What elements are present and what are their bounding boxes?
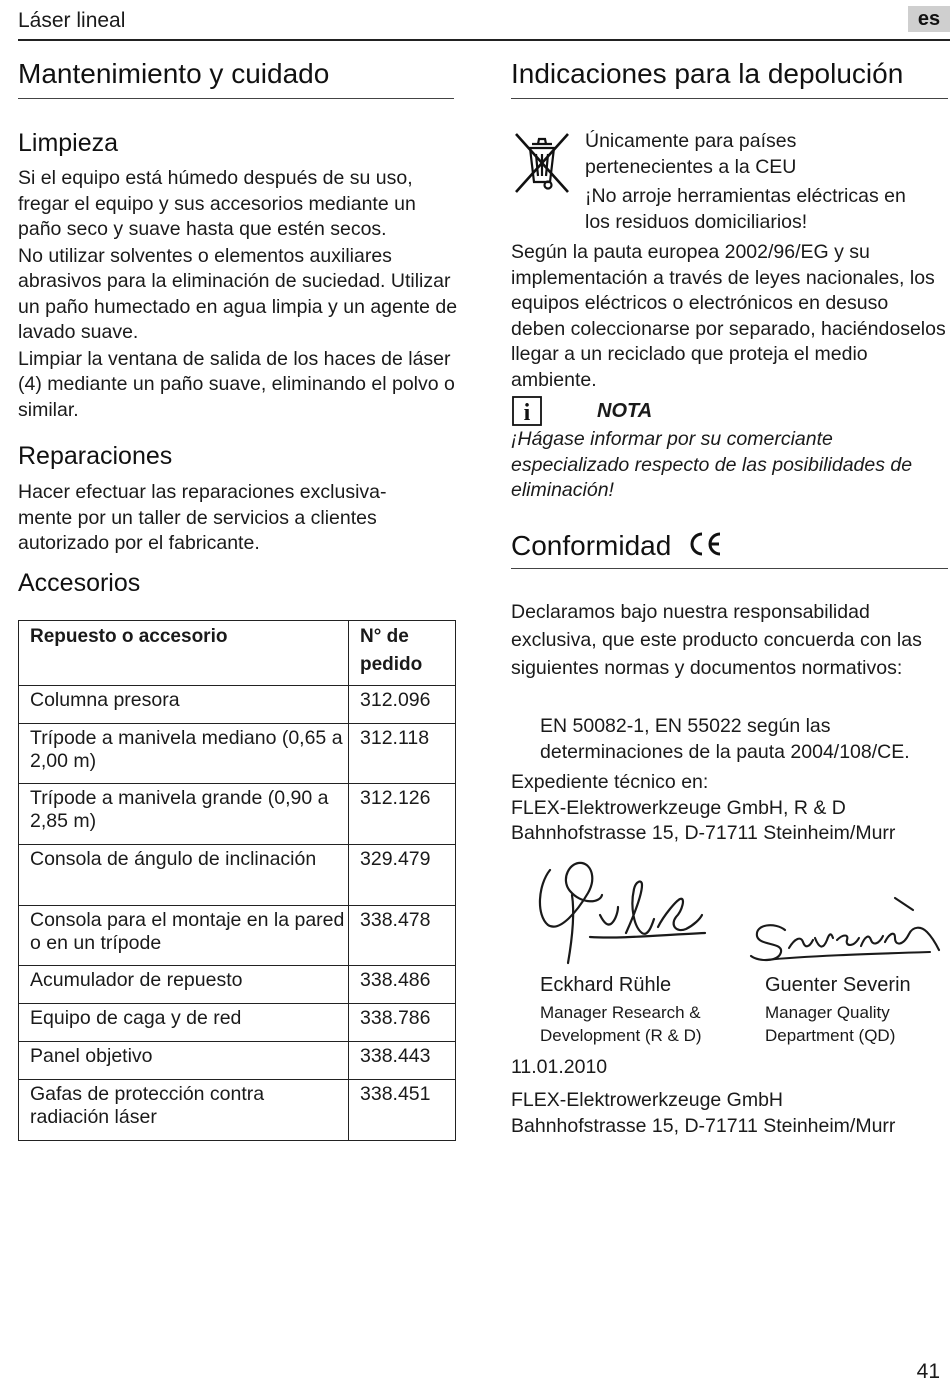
order-number-cell: 338.486 bbox=[349, 966, 456, 1004]
header-rule bbox=[18, 39, 950, 41]
maintenance-heading: Mantenimiento y cuidado bbox=[18, 58, 330, 89]
crossed-out-wheelie-bin-icon bbox=[512, 130, 572, 196]
column-header-order: N° de pedido bbox=[349, 621, 456, 686]
technical-file-label: Expediente técnico en: bbox=[511, 771, 709, 793]
table-row bbox=[19, 1080, 456, 1141]
part-cell: Acumulador de repuesto bbox=[19, 966, 349, 1004]
disposal-heading-rule bbox=[511, 98, 948, 99]
maintenance-heading-rule bbox=[18, 98, 454, 99]
svg-text:i: i bbox=[523, 400, 531, 426]
conformity-standards: EN 50082-1, EN 55022 según las determinaciones de la pauta 2004/108/CE. bbox=[540, 715, 910, 763]
signer-1-role-line-2: Development (R & D) bbox=[540, 1026, 702, 1045]
table-row bbox=[19, 845, 456, 906]
running-header: Láser lineal bbox=[18, 9, 126, 32]
order-number-cell: 312.096 bbox=[349, 686, 456, 724]
company-block bbox=[511, 1088, 948, 1139]
signer-2-role-line-2: Department (QD) bbox=[765, 1026, 896, 1045]
part-cell: Consola para el montaje en la pared o en un trípode bbox=[19, 906, 349, 966]
table-row bbox=[19, 1042, 456, 1080]
table-row bbox=[19, 686, 456, 724]
technical-file-company: FLEX-Elektrowerkzeuge GmbH, R & D bbox=[511, 796, 846, 819]
table-header-row bbox=[19, 621, 456, 686]
order-number-cell: 312.118 bbox=[349, 724, 456, 784]
cleaning-title: Limpieza bbox=[18, 129, 119, 157]
table-row bbox=[19, 724, 456, 784]
cleaning-section bbox=[18, 166, 458, 423]
signer-2-role-line-1: Manager Quality bbox=[765, 1003, 890, 1022]
cleaning-paragraph-3: Limpiar la ventana de salida de los haces de láser (4) mediante un paño suave, eliminando el polvo o similar. bbox=[18, 347, 455, 421]
ce-mark-icon bbox=[687, 531, 723, 564]
company-name: FLEX-Elektrowerkzeuge GmbH bbox=[511, 1089, 784, 1111]
language-badge: es bbox=[908, 6, 950, 32]
accessories-title: Accesorios bbox=[18, 569, 141, 597]
eu-only-notice: Únicamente para países pertenecientes a la CEU bbox=[585, 130, 797, 178]
column-header-part: Repuesto o accesorio bbox=[19, 621, 349, 686]
accessories-table bbox=[18, 620, 456, 1141]
cleaning-paragraph-2: No utilizar solventes o elementos auxiliares abrasivos para la eliminación de suciedad. Utilizar un paño humectado en agua limpia y un agente de lavado suave. bbox=[18, 244, 458, 343]
declaration-date: 11.01.2010 bbox=[511, 1056, 608, 1078]
order-number-cell: 338.786 bbox=[349, 1004, 456, 1042]
part-cell: Trípode a manivela mediano (0,65 a 2,00 m) bbox=[19, 724, 349, 784]
conformity-declaration: Declaramos bajo nuestra responsabilidad exclusiva, que este producto concuerda con las siguientes normas y documentos normativos: bbox=[511, 601, 922, 679]
part-cell: Trípode a manivela grande (0,90 a 2,85 m) bbox=[19, 784, 349, 845]
order-number-cell: 338.443 bbox=[349, 1042, 456, 1080]
part-cell: Gafas de protección contra radiación láser bbox=[19, 1080, 349, 1141]
order-number-cell: 312.126 bbox=[349, 784, 456, 845]
part-cell: Consola de ángulo de inclinación bbox=[19, 845, 349, 906]
cleaning-paragraph-1: Si el equipo está húmedo después de su uso, fregar el equipo y sus accesorios mediante un paño seco y suave hasta que estén secos. bbox=[18, 167, 416, 240]
signature-severin bbox=[745, 890, 945, 970]
part-cell: Columna presora bbox=[19, 686, 349, 724]
disposal-body: Según la pauta europea 2002/96/EG y su implementación a través de leyes nacionales, los equipos eléctricos o electrónicos en desuso deben coleccionarse por separado, haciéndoselos llegar a un reciclado que proteja el medio ambiente. bbox=[511, 241, 946, 391]
order-number-cell: 329.479 bbox=[349, 845, 456, 906]
repairs-title: Reparaciones bbox=[18, 442, 173, 470]
order-number-cell: 338.478 bbox=[349, 906, 456, 966]
company-address: Bahnhofstrasse 15, D-71711 Steinheim/Murr bbox=[511, 1114, 896, 1137]
signature-ruhle bbox=[530, 855, 720, 970]
table-row bbox=[19, 784, 456, 845]
table-row bbox=[19, 966, 456, 1004]
note-text: ¡Hágase informar por su comerciante especializado respecto de las posibilidades de eliminación! bbox=[511, 428, 913, 501]
household-waste-warning: ¡No arroje herramientas eléctricas en los residuos domiciliarios! bbox=[585, 185, 906, 233]
order-number-cell: 338.451 bbox=[349, 1080, 456, 1141]
signer-1-name: Eckhard Rühle bbox=[540, 974, 672, 996]
repairs-text: Hacer efectuar las reparaciones exclusiva-mente por un taller de servicios a clientes autorizado por el fabricante. bbox=[18, 481, 387, 554]
info-icon bbox=[512, 396, 542, 426]
note-title: NOTA bbox=[597, 400, 653, 422]
signer-1-role-line-1: Manager Research & bbox=[540, 1003, 701, 1022]
accessories-table-wrap bbox=[18, 620, 456, 1141]
signer-2-name: Guenter Severin bbox=[765, 974, 911, 996]
technical-file-address: Bahnhofstrasse 15, D-71711 Steinheim/Murr bbox=[511, 822, 896, 844]
disposal-heading: Indicaciones para la depolución bbox=[511, 58, 904, 89]
page-number: 41 bbox=[916, 1360, 940, 1383]
part-cell: Panel objetivo bbox=[19, 1042, 349, 1080]
conformity-heading-row bbox=[511, 530, 948, 564]
technical-file bbox=[511, 770, 948, 847]
conformity-heading: Conformidad bbox=[511, 530, 672, 561]
conformity-heading-rule bbox=[511, 568, 948, 569]
table-row bbox=[19, 1004, 456, 1042]
table-row bbox=[19, 906, 456, 966]
part-cell: Equipo de caga y de red bbox=[19, 1004, 349, 1042]
